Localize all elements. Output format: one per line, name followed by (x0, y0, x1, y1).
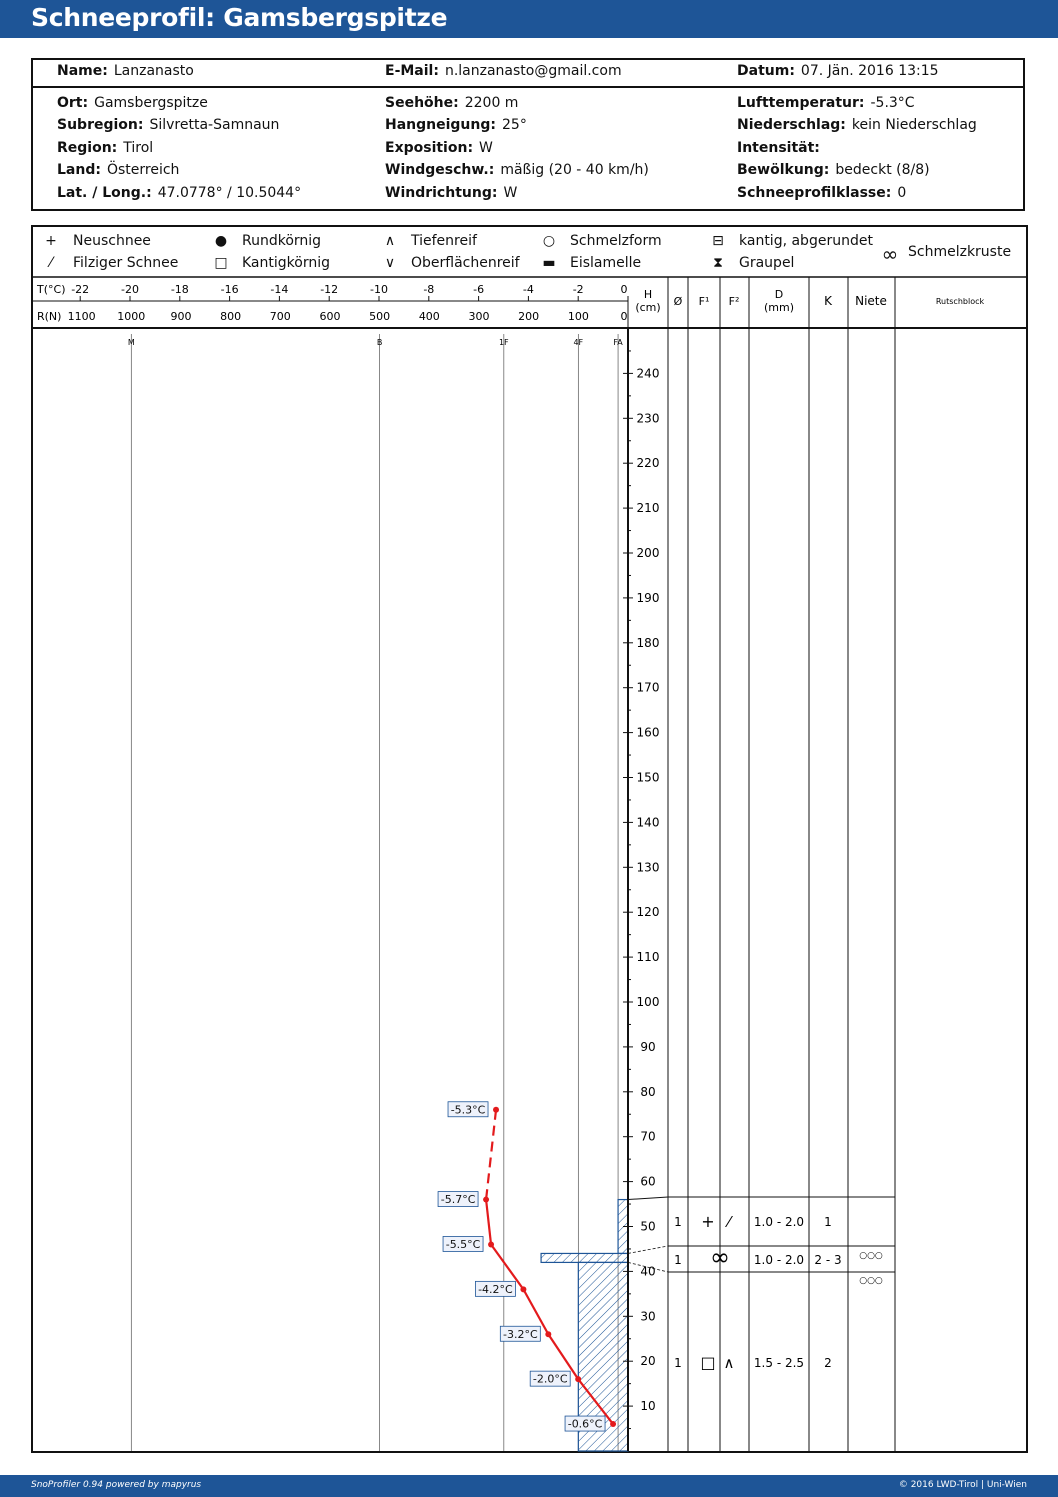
filziger-schnee-icon: ⁄ (49, 255, 53, 271)
r-tick-label: 1100 (67, 310, 96, 323)
temperature-label: -4.2°C (478, 1282, 513, 1296)
temperature-point (483, 1197, 489, 1203)
tiefenreif-icon: ∧ (384, 233, 396, 249)
r-tick-label: 300 (468, 310, 490, 323)
t-tick-label: -20 (121, 283, 139, 296)
field-niederschlag: Niederschlag: kein Niederschlag (737, 117, 977, 133)
legend-eislamelle: Eislamelle (570, 255, 642, 271)
neuschnee-icon: + (45, 233, 57, 249)
t-tick-label: -4 (522, 283, 534, 296)
field-subregion: Subregion: Silvretta-Samnaun (57, 117, 280, 133)
layer-niete: ○○○ (859, 1251, 883, 1261)
field-exposition: Exposition: W (385, 140, 493, 156)
col-h-label: H (643, 288, 653, 301)
field-windgeschw: Windgeschw.: mäßig (20 - 40 km/h) (385, 162, 649, 178)
layer-oe: 1 (674, 1356, 682, 1370)
schmelzform-icon: ○ (542, 233, 556, 249)
r-tick-label: 600 (319, 310, 341, 323)
height-tick-label: 50 (640, 1219, 656, 1234)
temperature-point (575, 1376, 581, 1382)
layer-d: 1.5 - 2.5 (753, 1356, 805, 1370)
col-niete-label: Niete (855, 294, 887, 308)
height-tick-label: 150 (636, 770, 660, 785)
height-tick-label: 230 (636, 411, 660, 426)
height-tick-label: 220 (636, 456, 660, 471)
temperature-point (610, 1421, 616, 1427)
temperature-segment (486, 1110, 496, 1200)
height-tick-label: 140 (636, 815, 660, 830)
legend-schmelzkruste: Schmelzkruste (908, 244, 1012, 260)
legend-tiefenreif: Tiefenreif (411, 233, 477, 249)
hardness-label: FA (613, 338, 623, 347)
t-tick-label: -12 (320, 283, 339, 296)
legend-oberflaechenreif: Oberflächenreif (411, 255, 520, 271)
legend-neuschnee: Neuschnee (73, 233, 151, 249)
layer-k: 1 (824, 1215, 832, 1229)
legend-kantigkoernig: Kantigkörnig (242, 255, 330, 271)
layer-f1: ∞ (710, 1243, 730, 1271)
layer-d: 1.0 - 2.0 (753, 1253, 805, 1267)
height-tick-label: 120 (636, 905, 660, 920)
field-datum: Datum: 07. Jän. 2016 13:15 (737, 63, 939, 79)
height-tick-label: 160 (636, 725, 660, 740)
temperature-point (545, 1331, 551, 1337)
kantigkoernig-icon: □ (214, 255, 228, 271)
height-tick-label: 70 (640, 1129, 656, 1144)
height-tick-label: 10 (640, 1399, 656, 1414)
hardness-label: 1F (498, 338, 509, 347)
temperature-label: -5.5°C (445, 1237, 481, 1251)
layer-f2: ⁄ (727, 1213, 731, 1231)
field-bewoelkung: Bewölkung: bedeckt (8/8) (737, 162, 930, 178)
t-tick-label: -10 (370, 283, 388, 296)
temperature-point (493, 1107, 499, 1113)
height-tick-label: 170 (636, 680, 660, 695)
layer-f1: + (701, 1212, 715, 1231)
col-k-label: K (824, 294, 832, 308)
legend-graupel: Graupel (739, 255, 795, 271)
t-axis-label: T(°C) (37, 283, 66, 296)
field-region: Region: Tirol (57, 140, 154, 156)
legend-kantig-abgerundet: kantig, abgerundet (739, 233, 873, 249)
t-tick-label: -22 (71, 283, 90, 296)
col-d-label: D (774, 288, 784, 301)
footer-copyright: © 2016 LWD-Tirol | Uni-Wien (898, 1480, 1027, 1490)
footer-bar (0, 1475, 1058, 1497)
height-tick-label: 30 (640, 1309, 656, 1324)
page-title: Schneeprofil: Gamsbergspitze (31, 3, 448, 32)
temperature-label: -2.0°C (532, 1372, 568, 1386)
layer-connector (628, 1197, 668, 1200)
layer-oe: 1 (674, 1215, 682, 1229)
height-tick-label: 100 (636, 995, 660, 1009)
height-tick-label: 130 (636, 860, 660, 875)
t-tick-label: -2 (572, 283, 584, 296)
t-tick-label: -8 (423, 283, 435, 296)
eislamelle-icon: ▬ (542, 255, 556, 271)
height-tick-label: 210 (636, 501, 660, 516)
hardness-label: 4F (573, 338, 584, 347)
rundkoernig-icon: ● (214, 233, 228, 249)
profile-panel (31, 225, 1028, 1453)
field-hangneigung: Hangneigung: 25° (385, 117, 527, 133)
hardness-label: B (376, 338, 383, 347)
col-f2-label: F² (728, 295, 740, 308)
height-tick-label: 180 (636, 635, 660, 650)
temperature-label: -5.7°C (440, 1193, 476, 1207)
graupel-icon: ⧗ (713, 255, 723, 271)
layer-f1: □ (700, 1353, 716, 1372)
layer-k: 2 - 3 (814, 1253, 842, 1267)
legend-filziger: Filziger Schnee (73, 255, 179, 271)
height-tick-label: 110 (636, 950, 660, 965)
height-tick-label: 90 (640, 1039, 656, 1054)
t-tick-label: 0 (620, 283, 628, 296)
col-rutschblock-label: Rutschblock (935, 297, 985, 306)
r-tick-label: 900 (170, 310, 192, 323)
kantig-abgerundet-icon: ⊟ (712, 233, 724, 249)
temperature-label: -5.3°C (450, 1103, 486, 1117)
height-tick-label: 60 (640, 1174, 656, 1189)
layer-oe: 1 (674, 1253, 682, 1267)
t-tick-label: -6 (473, 283, 485, 296)
layer-f2: ∧ (723, 1354, 735, 1372)
footer-credit: SnoProfiler 0.94 powered by mapyrus (31, 1480, 202, 1490)
field-seehoehe: Seehöhe: 2200 m (385, 95, 519, 111)
field-intensitaet: Intensität: (737, 140, 820, 156)
r-tick-label: 800 (220, 310, 242, 323)
oberflaechenreif-icon: ∨ (384, 255, 396, 271)
r-tick-label: 400 (418, 310, 440, 323)
height-tick-label: 80 (640, 1084, 656, 1099)
height-tick-label: 20 (640, 1354, 656, 1369)
temperature-point (520, 1286, 526, 1292)
temperature-segment (486, 1200, 491, 1245)
layer-niete: ○○○ (859, 1276, 883, 1286)
height-tick-label: 200 (636, 546, 660, 560)
hardness-layer (541, 1253, 628, 1262)
t-tick-label: -14 (270, 283, 289, 296)
layer-d: 1.0 - 2.0 (753, 1215, 805, 1229)
col-d-unit: (mm) (763, 301, 795, 314)
legend-schmelzform: Schmelzform (570, 233, 662, 249)
temperature-point (488, 1241, 494, 1247)
r-tick-label: 700 (269, 310, 291, 323)
field-email: E-Mail: n.lanzanasto@gmail.com (385, 63, 622, 79)
legend-rundkoernig: Rundkörnig (242, 233, 322, 249)
schmelzkruste-icon: ∞ (881, 242, 899, 266)
field-latlong: Lat. / Long.: 47.0778° / 10.5044° (57, 185, 302, 201)
col-f1-label: F¹ (698, 295, 710, 308)
field-land: Land: Österreich (57, 162, 180, 178)
r-tick-label: 100 (567, 310, 589, 323)
t-tick-label: -18 (170, 283, 189, 296)
temperature-label: -3.2°C (502, 1327, 538, 1341)
r-tick-label: 500 (369, 310, 391, 323)
field-ort: Ort: Gamsbergspitze (57, 95, 208, 111)
layer-connector (628, 1246, 668, 1253)
r-tick-label: 0 (620, 310, 628, 323)
field-windrichtung: Windrichtung: W (385, 185, 518, 201)
col-oe-label: Ø (673, 295, 683, 308)
layer-k: 2 (824, 1356, 832, 1370)
t-tick-label: -16 (220, 283, 239, 296)
r-tick-label: 200 (518, 310, 540, 323)
field-name: Name: Lanzanasto (57, 63, 194, 79)
r-tick-label: 1000 (117, 310, 146, 323)
height-tick-label: 240 (636, 366, 660, 381)
col-h-unit: (cm) (635, 301, 661, 314)
height-tick-label: 40 (640, 1264, 656, 1279)
r-axis-label: R(N) (37, 310, 62, 323)
temperature-label: -0.6°C (567, 1417, 603, 1431)
height-tick-label: 190 (636, 590, 660, 605)
hardness-label: M (127, 338, 135, 347)
field-lufttemperatur: Lufttemperatur: -5.3°C (737, 95, 915, 111)
field-profilklasse: Schneeprofilklasse: 0 (737, 185, 907, 201)
